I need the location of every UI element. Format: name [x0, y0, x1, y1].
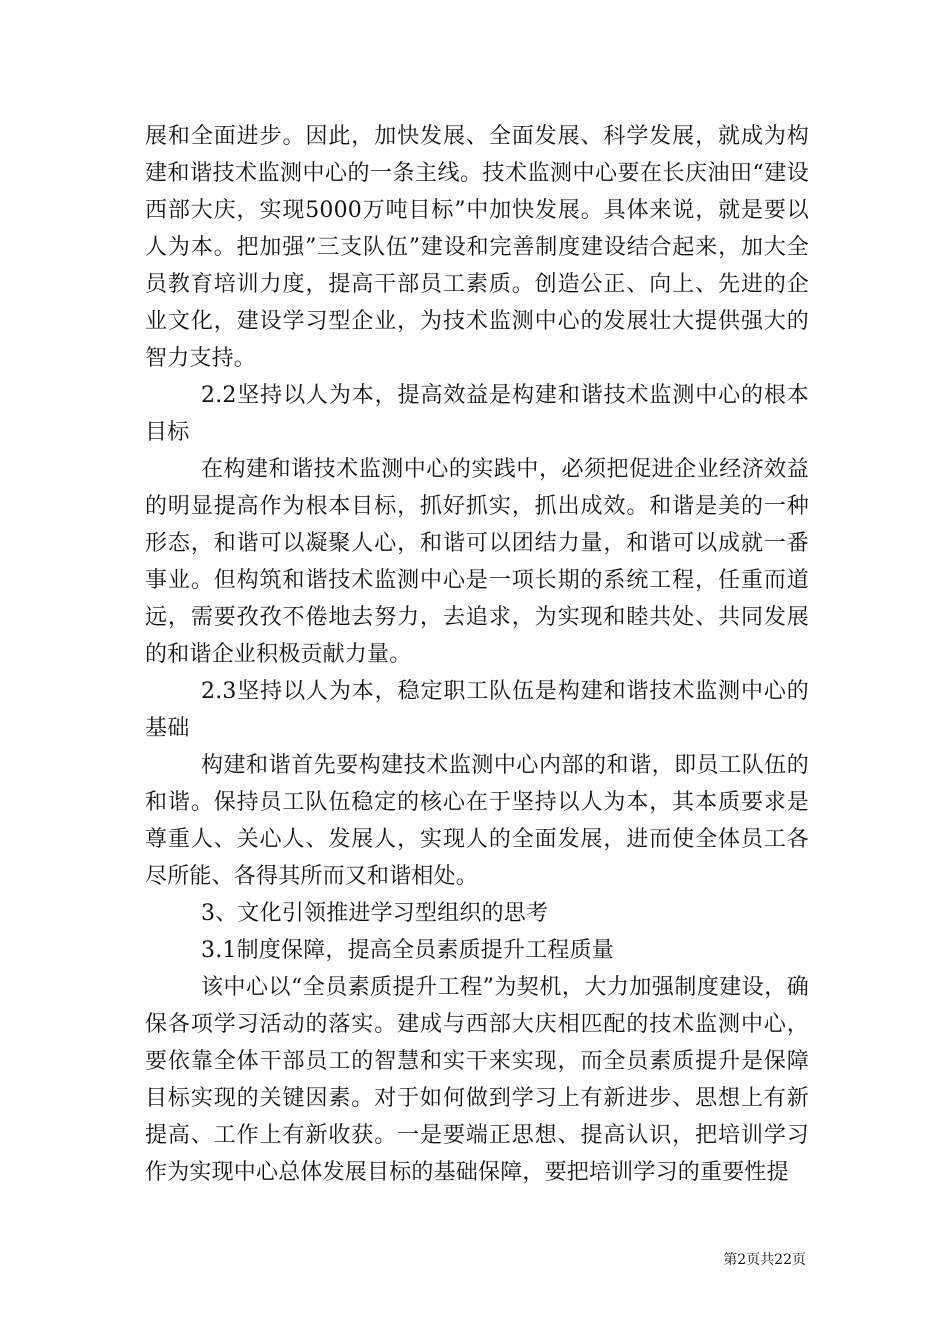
section-heading-3-1: 3.1制度保障，提高全员素质提升工程质量	[201, 938, 614, 963]
section-heading-2-3: 2.3坚持以人为本，稳定职工队伍是构建和谐技术监测中心的基础	[145, 679, 809, 741]
document-body	[145, 118, 809, 1191]
paragraph-2-3-body: 构建和谐首先要构建技术监测中心内部的和谐，即员工队伍的和谐。保持员工队伍稳定的核心在于坚持以人为本，其本质要求是尊重人、关心人、发展人，实现人的全面发展，进而使全体员工各尽所能、各得其所而又和谐相处。	[145, 753, 809, 889]
section-heading-2-2: 2.2坚持以人为本，提高效益是构建和谐技术监测中心的根本目标	[145, 383, 809, 445]
paragraph-continuation: 展和全面进步。因此，加快发展、全面发展、科学发展，就成为构建和谐技术监测中心的一条主线。技术监测中心要在长庆油田“建设西部大庆，实现5000万吨目标”中加快发展。具体来说，就是要以人为本。把加强”三支队伍”建设和完善制度建设结合起来，加大全员教育培训力度，提高干部员工素质。创造公正、向上、先进的企业文化，建设学习型企业，为技术监测中心的发展壮大提供强大的智力支持。	[145, 124, 809, 371]
paragraph-3-1-body: 该中心以“全员素质提升工程”为契机，大力加强制度建设，确保各项学习活动的落实。建成与西部大庆相匹配的技术监测中心，要依靠全体干部员工的智慧和实干来实现，而全员素质提升是保障目标实现的关键因素。对于如何做到学习上有新进步、思想上有新提高、工作上有新收获。一是要端正思想、提高认识，把培训学习作为实现中心总体发展目标的基础保障，要把培训学习的重要性提	[145, 975, 809, 1185]
section-heading-3: 3、文化引领推进学习型组织的思考	[201, 901, 549, 926]
page-number-footer: 第2页共22页	[723, 1252, 806, 1268]
paragraph-2-2-body: 在构建和谐技术监测中心的实践中，必须把促进企业经济效益的明显提高作为根本目标，抓好抓实，抓出成效。和谐是美的一种形态，和谐可以凝聚人心，和谐可以团结力量，和谐可以成就一番事业。但构筑和谐技术监测中心是一项长期的系统工程，任重而道远，需要孜孜不倦地去努力，去追求，为实现和睦共处、共同发展的和谐企业积极贡献力量。	[145, 457, 809, 667]
